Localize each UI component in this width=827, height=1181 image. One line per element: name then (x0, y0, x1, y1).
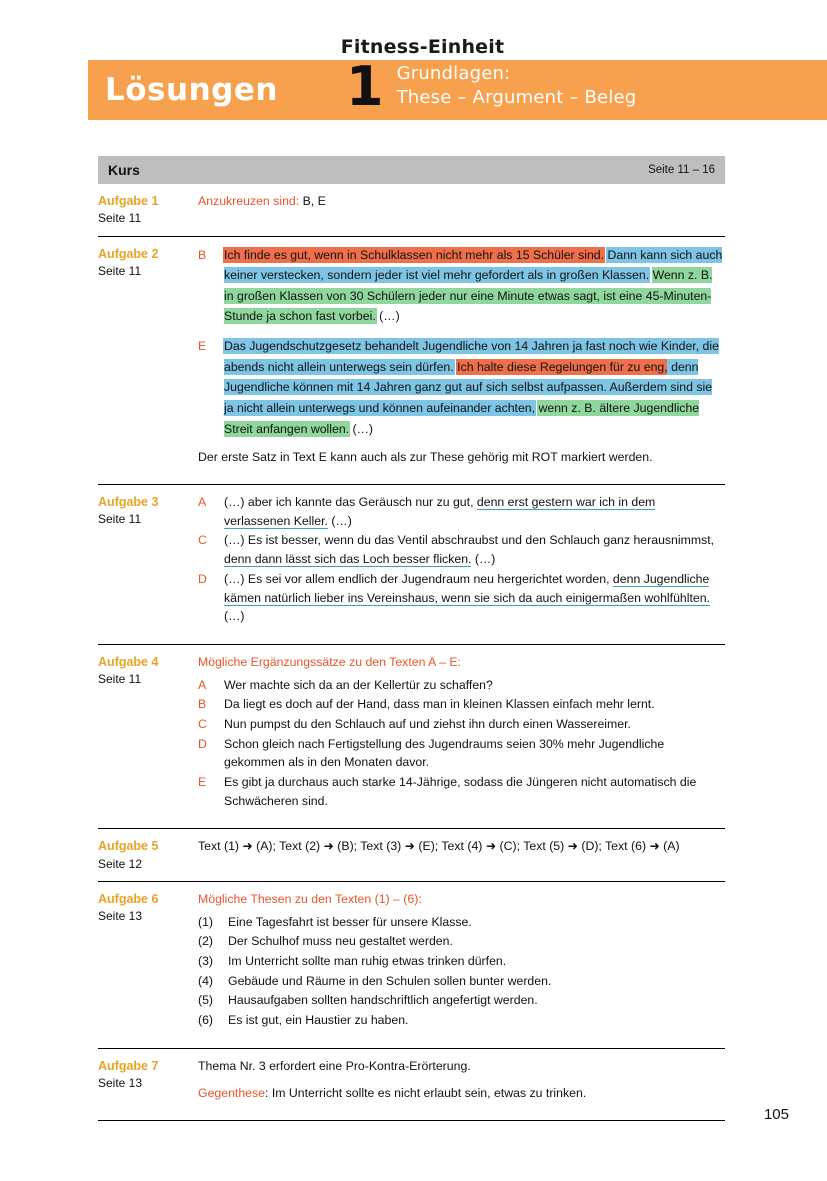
antithesis-text: : Im Unterricht sollte es nicht erlaubt sein, etwas zu trinken. (265, 1086, 587, 1101)
highlight-evidence: Wenn z. B. in großen Klassen von 30 Schülern jeder nur eine Minute etwas sagt, ist eine 45-Minuten-Stunde ja schon fast vorbei. (224, 268, 713, 324)
unit-title (397, 62, 637, 110)
unit-number: 1 (346, 55, 384, 118)
list-item-text (224, 570, 725, 626)
list-item (198, 493, 725, 530)
list-item (198, 932, 725, 951)
header-orange-bar (88, 55, 827, 120)
list-item-text: Es ist gut, ein Haustier zu haben. (228, 1013, 409, 1028)
list-item-key: (3) (198, 953, 214, 968)
list-item-key: B (198, 697, 207, 712)
list-item (198, 531, 725, 568)
list-item (198, 913, 725, 932)
spacer (198, 1075, 725, 1084)
text-after: (…) (327, 513, 352, 528)
highlight-thesis: Ich halte diese Regelungen für zu eng, (457, 359, 668, 374)
text-after: (…) (471, 552, 496, 567)
underlined-phrase: denn dann lässt sich das Loch besser flicken. (224, 552, 472, 567)
task-label-cell (98, 1049, 198, 1120)
answer-list (198, 493, 725, 626)
unit-title-line-1: Grundlagen: (396, 63, 511, 85)
task-heading: Mögliche Ergänzungssätze zu den Texten A – E: (198, 654, 461, 669)
answer-list (198, 676, 725, 811)
spacer (198, 467, 725, 476)
highlight-evidence: wenn z. B. ältere Jugendliche Streit anfangen wollen. (224, 401, 700, 436)
answer-lead: Anzukreuzen sind: (198, 194, 300, 208)
list-item-key: D (198, 736, 207, 751)
underlined-phrase: denn Jugendliche kämen natürlich lieber ins Vereinshaus, wenn sie sich da auch einigermaßen wohlfühlten. (224, 571, 711, 605)
table-row (98, 184, 725, 237)
list-item-key: (4) (198, 973, 214, 988)
table-row (98, 645, 725, 829)
task-heading: Mögliche Thesen zu den Texten (1) – (6): (198, 891, 422, 906)
list-item (198, 735, 725, 772)
task-body-cell (198, 184, 725, 236)
quote-text (224, 336, 725, 439)
list-item-text (224, 531, 725, 568)
list-item-text: Gebäude und Räume in den Schulen sollen bunter werden. (228, 973, 552, 988)
list-item (198, 773, 725, 810)
spacer (198, 627, 725, 636)
underlined-phrase: denn erst gestern war ich in dem verlassenen Keller. (224, 495, 656, 528)
page-header (0, 36, 827, 118)
list-item (198, 952, 725, 971)
task-body-cell (198, 645, 725, 828)
table-row (98, 882, 725, 1049)
answer-line: Thema Nr. 3 erfordert eine Pro-Kontra-Erörterung. (198, 1058, 471, 1073)
spacer (198, 856, 725, 865)
quote-key: E (198, 339, 207, 354)
list-item (198, 991, 725, 1010)
list-item (198, 570, 725, 626)
task-title: Aufgabe 4 (98, 654, 159, 669)
task-page: Seite 11 (98, 672, 142, 687)
text-before: (…) Es sei vor allem endlich der Jugendraum neu hergerichtet worden, (224, 571, 613, 586)
antithesis-label: Gegenthese (198, 1086, 266, 1101)
task-page: Seite 11 (98, 263, 142, 278)
list-item-text (224, 493, 725, 530)
answer-list (198, 913, 725, 1030)
text-before: (…) Es ist besser, wenn du das Ventil abschraubst und den Schlauch ganz herausnimmst, (224, 533, 715, 548)
table-row (98, 237, 725, 486)
highlight-argument: Dann kann sich auch keiner verstecken, sondern jeder ist viel mehr gefordert als in großen Klassen. (224, 247, 723, 283)
highlight-argument: denn Jugendliche können mit 14 Jahren ganz gut auf sich selbst aufpassen. Außerdem sind sie ja nicht allein unterwegs und können aufeinander achten, (224, 359, 713, 416)
solutions-title: Lösungen (105, 71, 278, 108)
page-number: 105 (763, 1106, 789, 1123)
task-label-cell (98, 485, 198, 644)
list-item-text: Es gibt ja durchaus auch starke 14-Jährige, sodass die Jüngeren nicht automatisch die Schwächeren sind. (224, 775, 697, 808)
text-before: (…) aber ich kannte das Geräusch nur zu gut, (224, 495, 477, 510)
quote-block-b (198, 245, 725, 328)
quote-tail: (…) (349, 421, 374, 436)
list-item-key: (6) (198, 1013, 214, 1028)
list-item-text: Der Schulhof muss neu gestaltet werden. (228, 934, 453, 949)
task-label-cell (98, 882, 198, 1048)
task-body-cell (198, 237, 725, 485)
task-title: Aufgabe 3 (98, 495, 159, 510)
task-title: Aufgabe 2 (98, 246, 159, 261)
task-title: Aufgabe 5 (98, 839, 159, 854)
list-item (198, 695, 725, 714)
list-item-key: A (198, 495, 207, 510)
list-item-text: Im Unterricht sollte man ruhig etwas trinken dürfen. (228, 953, 507, 968)
list-item-key: (5) (198, 993, 214, 1008)
quote-block-e (198, 336, 725, 439)
task-body-cell (198, 485, 725, 644)
spacer (198, 811, 725, 820)
table-row (98, 1049, 725, 1121)
task-title: Aufgabe 6 (98, 891, 159, 906)
fitness-einheit-label: Fitness-Einheit (340, 36, 505, 58)
task-note: Der erste Satz in Text E kann auch als zur These gehörig mit ROT markiert werden. (198, 450, 653, 465)
list-item-key: C (198, 716, 207, 731)
list-item-key: A (198, 677, 207, 692)
table-row (98, 485, 725, 645)
task-page: Seite 13 (98, 909, 143, 924)
list-item-key: C (198, 533, 207, 548)
kurs-label: Kurs (108, 162, 140, 178)
task-body-cell (198, 882, 725, 1048)
text-mapping: Text (1) ➜ (A); Text (2) ➜ (B); Text (3) ➜ (E); Text (4) ➜ (C); Text (5) ➜ (D); Text (6) ➜ (A) (198, 839, 680, 854)
task-page: Seite 12 (98, 856, 143, 871)
spacer (198, 211, 725, 220)
list-item-key: (1) (198, 914, 214, 929)
quote-text (224, 245, 725, 328)
unit-title-line-2: These – Argument – Beleg (396, 87, 637, 108)
list-item-key: D (198, 571, 207, 586)
task-page: Seite 11 (98, 211, 142, 226)
list-item-text: Schon gleich nach Fertigstellung des Jugendraums seien 30% mehr Jugendliche gekommen als in den Monaten davor. (224, 736, 665, 770)
task-body-cell (198, 829, 725, 881)
quote-key: B (198, 247, 207, 262)
highlight-argument: Das Jugendschutzgesetz behandelt Jugendliche von 14 Jahren ja fast noch wie Kinder, die abends nicht allein unterwegs sein dürfen. (224, 339, 719, 374)
table-row (98, 829, 725, 882)
list-item-key: (2) (198, 934, 214, 949)
task-title: Aufgabe 7 (98, 1058, 159, 1073)
list-item-text: Wer machte sich da an der Kellertür zu schaffen? (224, 677, 493, 692)
spacer (198, 1103, 725, 1112)
kurs-page-range: Seite 11 – 16 (648, 164, 715, 176)
task-body-cell (198, 1049, 725, 1120)
kurs-bar (98, 156, 725, 184)
answer-line (198, 192, 725, 211)
task-label-cell (98, 237, 198, 485)
highlight-thesis: Ich finde es gut, wenn in Schulklassen nicht mehr als 15 Schüler sind. (224, 247, 605, 262)
list-item-text: Nun pumpst du den Schlauch auf und ziehst ihn durch einen Wassereimer. (224, 716, 631, 731)
antithesis-line (198, 1084, 725, 1103)
solutions-table (98, 184, 725, 1121)
task-label-cell (98, 645, 198, 828)
task-label-cell (98, 184, 198, 236)
task-page: Seite 11 (98, 512, 142, 527)
list-item (198, 1011, 725, 1030)
spacer (198, 1031, 725, 1040)
quote-tail: (…) (375, 309, 400, 324)
task-title: Aufgabe 1 (98, 194, 159, 208)
answer-value: B, E (299, 194, 326, 208)
list-item-key: E (198, 775, 207, 790)
unit-block (346, 55, 637, 118)
text-after: (…) (224, 609, 245, 624)
task-page: Seite 13 (98, 1075, 143, 1090)
list-item-text: Da liegt es doch auf der Hand, dass man in kleinen Klassen einfach mehr lernt. (224, 697, 655, 712)
list-item-text: Hausaufgaben sollten handschriftlich angefertigt werden. (228, 993, 538, 1008)
list-item (198, 676, 725, 695)
list-item (198, 972, 725, 991)
list-item-text: Eine Tagesfahrt ist besser für unsere Klasse. (228, 914, 472, 929)
task-label-cell (98, 829, 198, 881)
list-item (198, 715, 725, 734)
